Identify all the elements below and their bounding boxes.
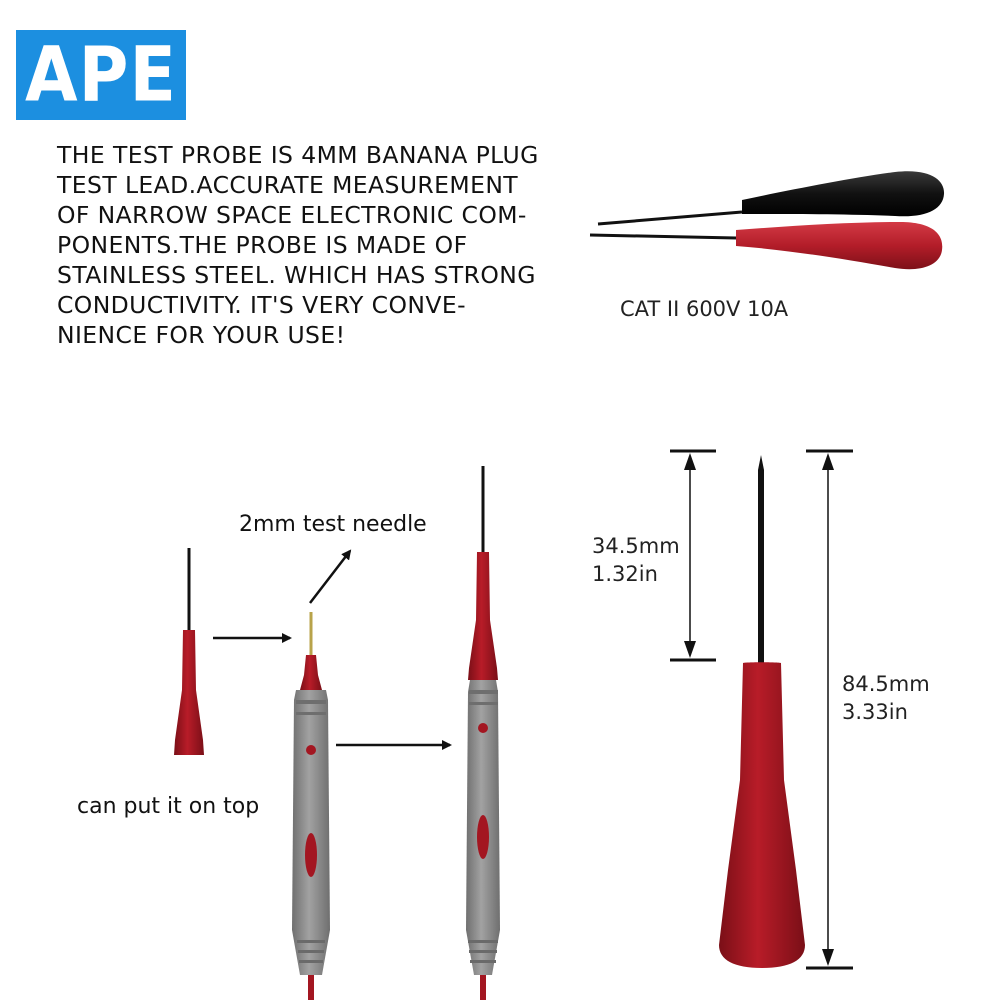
combined-probe	[466, 466, 500, 1000]
description-line: PONENTS.THE PROBE IS MADE OF	[57, 231, 468, 259]
description-line: NIENCE FOR YOUR USE!	[57, 321, 346, 349]
needle-length-in: 1.32in	[592, 562, 658, 586]
on-top-label: can put it on top	[77, 794, 260, 819]
total-dimension-line	[806, 451, 853, 968]
description-line: OF NARROW SPACE ELECTRONIC COM-	[57, 201, 527, 229]
red-probe	[590, 222, 942, 269]
black-probe	[598, 171, 944, 224]
large-probe	[719, 455, 805, 968]
standard-probe	[292, 612, 330, 1000]
total-length-mm: 84.5mm	[842, 672, 930, 696]
probe-cap	[174, 548, 204, 755]
description-line: STAINLESS STEEL. WHICH HAS STRONG	[57, 261, 536, 289]
needle-label: 2mm test needle	[239, 512, 427, 537]
brand-logo-text: APE	[25, 30, 177, 120]
needle-length-mm: 34.5mm	[592, 534, 680, 558]
description-line: THE TEST PROBE IS 4MM BANANA PLUG	[57, 141, 539, 169]
needle-dimension-line	[670, 451, 716, 660]
description-line: TEST LEAD.ACCURATE MEASUREMENT	[57, 171, 519, 199]
total-length-in: 3.33in	[842, 700, 908, 724]
arrow-up-right-icon	[310, 551, 350, 603]
description-line: CONDUCTIVITY. IT'S VERY CONVE-	[57, 291, 466, 319]
safety-rating: CAT II 600V 10A	[620, 297, 789, 321]
